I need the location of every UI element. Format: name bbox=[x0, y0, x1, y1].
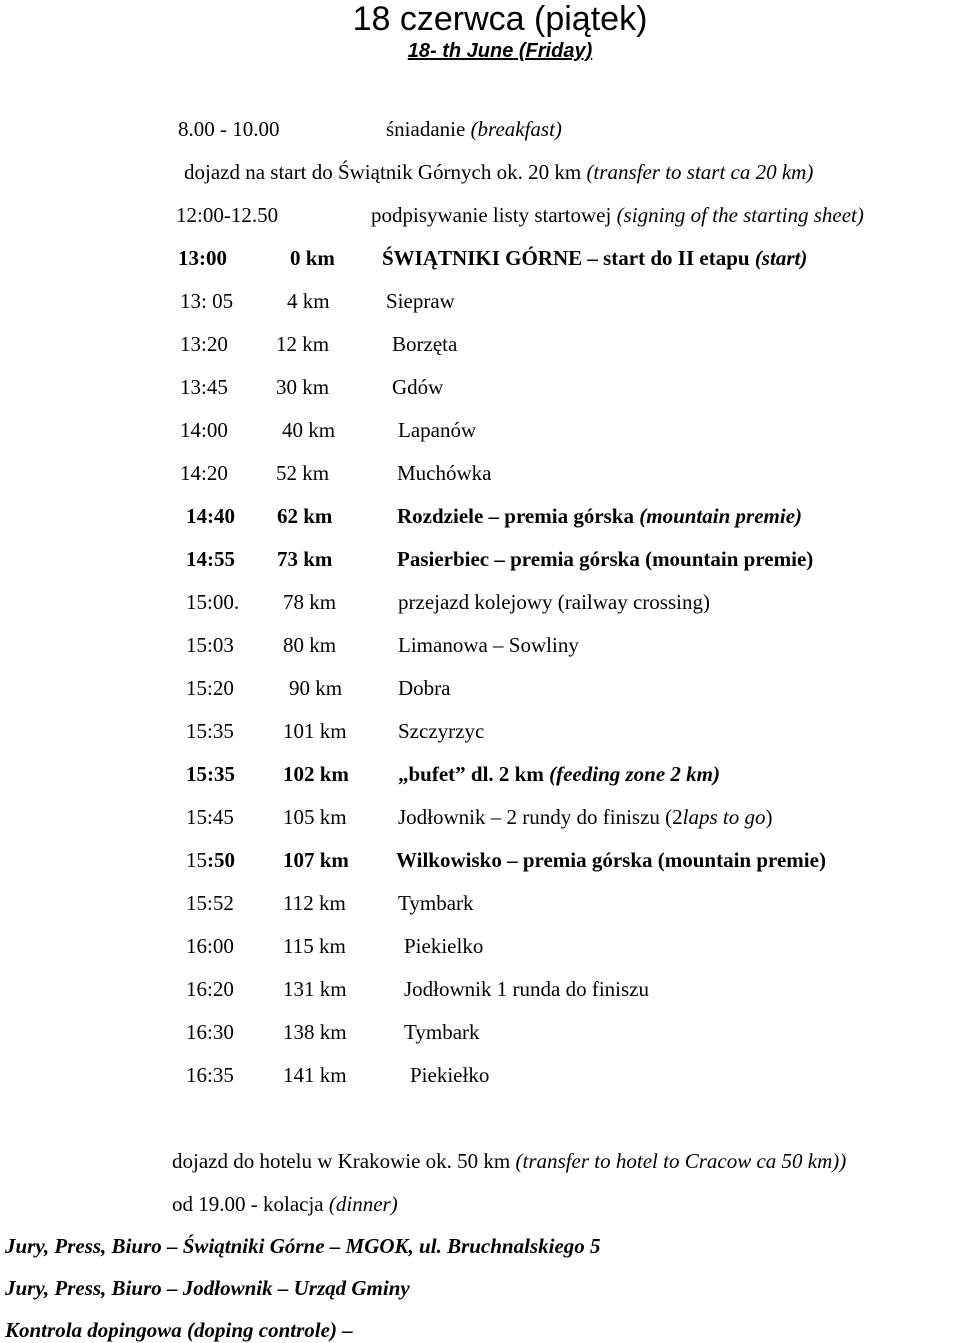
row-km: 4 km bbox=[287, 289, 330, 313]
signing-time: 12:00-12.50 bbox=[176, 203, 279, 227]
row-km: 62 km bbox=[277, 504, 333, 528]
breakfast-label bbox=[386, 116, 562, 142]
row-place bbox=[398, 761, 720, 787]
row-place-note: laps to go bbox=[682, 805, 766, 829]
row-place-text: ŚWIĄTNIKI GÓRNE – start do II etapu bbox=[382, 246, 750, 270]
row-time-hours: 15 bbox=[186, 848, 207, 872]
row-time: 15:45 bbox=[186, 805, 234, 829]
row-place: Borzęta bbox=[392, 332, 458, 356]
row-place: Siepraw bbox=[386, 289, 455, 313]
dinner-row bbox=[172, 1191, 398, 1217]
row-place-tail: ) bbox=[765, 805, 773, 829]
signing-label bbox=[371, 202, 864, 228]
row-km: 78 km bbox=[283, 590, 337, 614]
page-subtitle: 18- th June (Friday) bbox=[407, 40, 593, 62]
row-time: 16:30 bbox=[186, 1020, 234, 1044]
row-time: 15:35 bbox=[186, 762, 235, 786]
row-time bbox=[186, 847, 235, 873]
transfer-row bbox=[184, 159, 813, 185]
row-place: Dobra bbox=[398, 676, 451, 700]
row-time: 14:55 bbox=[186, 547, 235, 571]
jury-office-jodlownik: Jury, Press, Biuro – Jodłownik – Urząd Gminy bbox=[5, 1276, 410, 1300]
row-time: 16:20 bbox=[186, 977, 234, 1001]
hotel-transfer-row bbox=[172, 1148, 846, 1174]
row-place: Lapanów bbox=[398, 418, 477, 442]
row-place: Piekiełko bbox=[410, 1063, 490, 1087]
row-time: 15:35 bbox=[186, 719, 234, 743]
row-place-text: Jodłownik – 2 rundy do finiszu (2 bbox=[398, 805, 683, 829]
row-km: 40 km bbox=[282, 418, 336, 442]
row-place: Wilkowisko – premia górska (mountain premie) bbox=[396, 848, 826, 872]
row-km: 80 km bbox=[283, 633, 337, 657]
dinner-text-pl: od 19.00 - kolacja bbox=[172, 1192, 324, 1216]
row-km: 115 km bbox=[283, 934, 346, 958]
row-km: 102 km bbox=[283, 762, 349, 786]
row-time: 14:00 bbox=[180, 418, 228, 442]
row-time: 15:52 bbox=[186, 891, 234, 915]
row-place bbox=[397, 503, 802, 529]
row-place: Szczyrzyc bbox=[398, 719, 485, 743]
row-place-note: (start) bbox=[754, 246, 808, 270]
row-place bbox=[382, 245, 807, 271]
row-km: 141 km bbox=[283, 1063, 347, 1087]
row-time: 14:40 bbox=[186, 504, 235, 528]
row-time: 14:20 bbox=[180, 461, 228, 485]
row-km: 112 km bbox=[283, 891, 346, 915]
row-place: Jodłownik 1 runda do finiszu bbox=[404, 977, 649, 1001]
row-km: 107 km bbox=[283, 848, 349, 872]
row-time: 13:45 bbox=[180, 375, 228, 399]
signing-label-pl: podpisywanie listy startowej bbox=[371, 203, 612, 227]
row-km: 105 km bbox=[283, 805, 347, 829]
transfer-text-pl: dojazd na start do Świątnik Górnych ok. 20 km bbox=[184, 160, 582, 184]
row-km: 0 km bbox=[290, 246, 335, 270]
row-place bbox=[398, 804, 773, 830]
row-place-note: (mountain premie) bbox=[639, 504, 803, 528]
row-km: 101 km bbox=[283, 719, 347, 743]
row-place: Pasierbiec – premia górska (mountain premie) bbox=[397, 547, 814, 571]
hotel-transfer-pl: dojazd do hotelu w Krakowie ok. 50 km bbox=[172, 1149, 511, 1173]
row-time: 15:20 bbox=[186, 676, 234, 700]
row-place-text: „bufet” dl. 2 km bbox=[398, 762, 544, 786]
row-place-text: Rozdziele – premia górska bbox=[397, 504, 634, 528]
row-time: 16:35 bbox=[186, 1063, 234, 1087]
jury-office-swiatniki: Jury, Press, Biuro – Świątniki Górne – MGOK, ul. Bruchnalskiego 5 bbox=[5, 1234, 601, 1258]
row-km: 73 km bbox=[277, 547, 333, 571]
row-km: 90 km bbox=[289, 676, 343, 700]
row-time: 13:20 bbox=[180, 332, 228, 356]
row-km: 30 km bbox=[276, 375, 330, 399]
row-place: Tymbark bbox=[398, 891, 474, 915]
doping-control: Kontrola dopingowa (doping controle) – bbox=[5, 1318, 353, 1342]
transfer-text-en: (transfer to start ca 20 km) bbox=[586, 160, 814, 184]
row-time: 15:00. bbox=[186, 590, 240, 614]
row-km: 138 km bbox=[283, 1020, 347, 1044]
row-km: 52 km bbox=[276, 461, 330, 485]
row-place: Gdów bbox=[392, 375, 444, 399]
row-place-note: (feeding zone 2 km) bbox=[549, 762, 721, 786]
row-time: 16:00 bbox=[186, 934, 234, 958]
breakfast-time: 8.00 - 10.00 bbox=[178, 117, 280, 141]
row-time-minutes: :50 bbox=[207, 848, 235, 872]
signing-label-en: (signing of the starting sheet) bbox=[616, 203, 864, 227]
row-place: Tymbark bbox=[404, 1020, 480, 1044]
row-time: 13:00 bbox=[178, 246, 227, 270]
row-time: 15:03 bbox=[186, 633, 234, 657]
row-time: 13: 05 bbox=[180, 289, 234, 313]
breakfast-label-pl: śniadanie bbox=[386, 117, 466, 141]
row-place: Piekielko bbox=[404, 934, 484, 958]
row-km: 131 km bbox=[283, 977, 347, 1001]
row-place: przejazd kolejowy (railway crossing) bbox=[398, 590, 710, 614]
dinner-text-en: (dinner) bbox=[328, 1192, 398, 1216]
row-place: Limanowa – Sowliny bbox=[398, 633, 579, 657]
row-km: 12 km bbox=[276, 332, 330, 356]
row-place: Muchówka bbox=[397, 461, 492, 485]
page-title: 18 czerwca (piątek) bbox=[352, 0, 648, 38]
hotel-transfer-en: (transfer to hotel to Cracow ca 50 km)) bbox=[515, 1149, 847, 1173]
breakfast-label-en: (breakfast) bbox=[470, 117, 562, 141]
